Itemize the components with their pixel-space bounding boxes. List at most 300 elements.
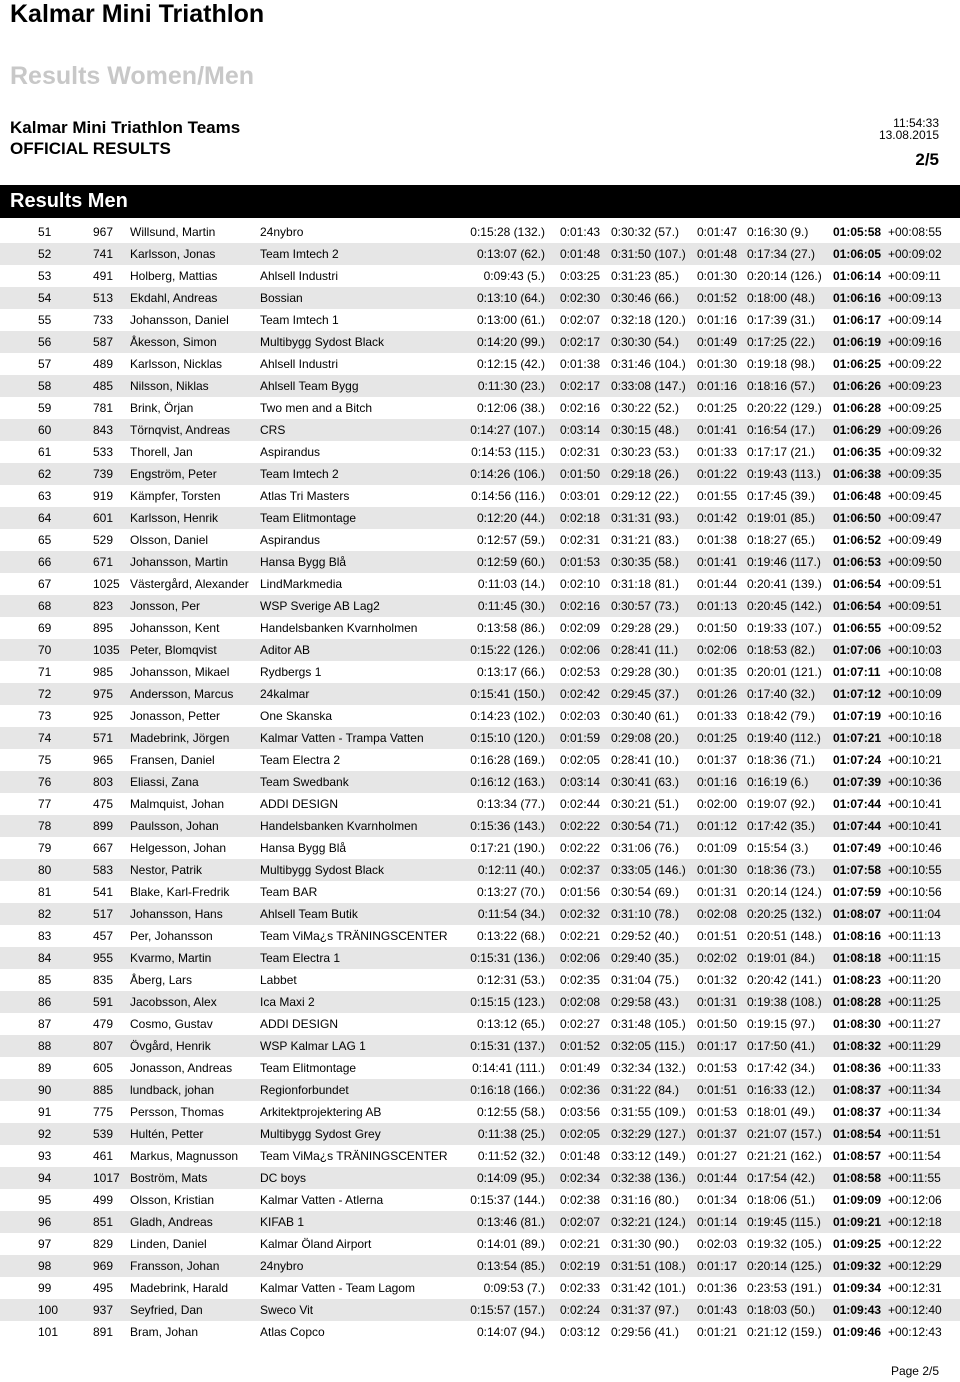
cell-bike: 0:29:28 (30.): [611, 665, 680, 679]
cell-gap: +00:10:08: [888, 665, 942, 679]
cell-swim: 0:14:01 (89.): [476, 1237, 545, 1251]
cell-total: 01:06:48: [833, 489, 882, 503]
cell-run: 0:15:54 (3.): [747, 841, 809, 855]
cell-run: 0:19:45 (115.): [747, 1215, 821, 1229]
page-footer: Page 2/5: [890, 1364, 939, 1378]
cell-swim: 0:12:06 (38.): [476, 401, 545, 415]
cell-total: 01:06:54: [833, 577, 882, 591]
cell-rank: 63: [38, 489, 52, 503]
cell-run: 0:18:00 (48.): [747, 291, 816, 305]
cell-t2: 0:01:53: [697, 1061, 738, 1075]
cell-bib: 571: [93, 731, 114, 745]
cell-t2: 0:01:27: [697, 1149, 738, 1163]
cell-t1: 0:01:56: [560, 885, 601, 899]
cell-swim: 0:12:59 (60.): [476, 555, 545, 569]
cell-t1: 0:01:48: [560, 247, 601, 261]
cell-bib: 891: [93, 1325, 114, 1339]
table-row: [0, 903, 960, 925]
cell-bike: 0:28:41 (11.): [611, 643, 679, 657]
cell-name: Willsund, Martin: [130, 225, 216, 239]
cell-team: KIFAB 1: [260, 1215, 305, 1229]
table-row: [0, 727, 960, 749]
cell-total: 01:09:21: [833, 1215, 882, 1229]
cell-total: 01:06:19: [833, 335, 882, 349]
cell-run: 0:19:01 (84.): [747, 951, 816, 965]
cell-bib: 775: [93, 1105, 114, 1119]
cell-bib: 843: [93, 423, 114, 437]
cell-rank: 97: [38, 1237, 52, 1251]
cell-bib: 741: [93, 247, 114, 261]
cell-bike: 0:31:18 (81.): [611, 577, 680, 591]
cell-rank: 75: [38, 753, 52, 767]
cell-rank: 82: [38, 907, 52, 921]
cell-team: CRS: [260, 423, 286, 437]
table-row: [0, 1299, 960, 1321]
cell-t1: 0:03:01: [560, 489, 601, 503]
cell-swim: 0:15:37 (144.): [470, 1193, 545, 1207]
cell-gap: +00:09:51: [888, 599, 942, 613]
cell-swim: 0:15:36 (143.): [470, 819, 545, 833]
cell-t2: 0:01:31: [697, 885, 738, 899]
cell-rank: 60: [38, 423, 52, 437]
cell-total: 01:09:25: [833, 1237, 882, 1251]
cell-run: 0:19:01 (85.): [747, 511, 816, 525]
cell-team: 24nybro: [260, 225, 304, 239]
cell-t1: 0:02:34: [560, 1171, 601, 1185]
cell-total: 01:06:55: [833, 621, 882, 635]
cell-rank: 70: [38, 643, 52, 657]
cell-t1: 0:02:05: [560, 1127, 601, 1141]
cell-t1: 0:01:43: [560, 225, 601, 239]
cell-bib: 967: [93, 225, 114, 239]
cell-gap: +00:11:54: [888, 1149, 941, 1163]
cell-gap: +00:09:23: [888, 379, 942, 393]
table-row: [0, 309, 960, 331]
cell-t2: 0:01:42: [697, 511, 738, 525]
cell-t1: 0:02:16: [560, 401, 601, 415]
cell-bike: 0:29:18 (26.): [611, 467, 680, 481]
cell-gap: +00:09:02: [888, 247, 942, 261]
cell-bib: 541: [93, 885, 114, 899]
cell-team: Team Imtech 2: [260, 247, 339, 261]
table-row: [0, 419, 960, 441]
cell-gap: +00:11:34: [888, 1105, 941, 1119]
cell-bike: 0:31:48 (105.): [611, 1017, 686, 1031]
cell-bib: 475: [93, 797, 114, 811]
cell-gap: +00:09:51: [888, 577, 942, 591]
cell-team: One Skanska: [260, 709, 333, 723]
cell-rank: 77: [38, 797, 52, 811]
cell-bike: 0:29:52 (40.): [611, 929, 680, 943]
cell-team: Multibygg Sydost Black: [260, 863, 385, 877]
cell-name: Västergård, Alexander: [130, 577, 249, 591]
cell-swim: 0:15:57 (157.): [470, 1303, 545, 1317]
cell-t1: 0:02:21: [560, 1237, 601, 1251]
cell-run: 0:20:14 (124.): [747, 885, 822, 899]
cell-team: Hansa Bygg Blå: [260, 841, 347, 855]
cell-total: 01:07:44: [833, 819, 882, 833]
cell-gap: +00:10:46: [888, 841, 942, 855]
table-row: [0, 947, 960, 969]
cell-t2: 0:01:52: [697, 291, 738, 305]
table-row: [0, 925, 960, 947]
table-row: [0, 683, 960, 705]
cell-rank: 95: [38, 1193, 52, 1207]
cell-gap: +00:12:29: [888, 1259, 942, 1273]
cell-name: Olsson, Daniel: [130, 533, 209, 547]
cell-name: Boström, Mats: [130, 1171, 208, 1185]
table-row: [0, 595, 960, 617]
cell-bike: 0:31:21 (83.): [611, 533, 680, 547]
cell-name: Olsson, Kristian: [130, 1193, 215, 1207]
cell-gap: +00:11:25: [888, 995, 941, 1009]
cell-team: Handelsbanken Kvarnholmen: [260, 819, 418, 833]
cell-swim: 0:14:53 (115.): [471, 445, 545, 459]
cell-bib: 835: [93, 973, 114, 987]
cell-run: 0:16:33 (12.): [747, 1083, 816, 1097]
cell-t2: 0:01:47: [697, 225, 738, 239]
cell-name: Paulsson, Johan: [130, 819, 219, 833]
cell-total: 01:07:59: [833, 885, 882, 899]
cell-total: 01:07:21: [833, 731, 882, 745]
cell-swim: 0:15:31 (136.): [470, 951, 545, 965]
cell-bike: 0:32:29 (127.): [611, 1127, 686, 1141]
cell-gap: +00:08:55: [888, 225, 942, 239]
table-row: [0, 353, 960, 375]
cell-total: 01:06:17: [833, 313, 882, 327]
cell-t1: 0:02:05: [560, 753, 601, 767]
cell-t2: 0:01:12: [697, 819, 738, 833]
cell-name: Åkesson, Simon: [130, 335, 217, 349]
table-row: [0, 573, 960, 595]
cell-name: Madebrink, Jörgen: [130, 731, 230, 745]
cell-rank: 87: [38, 1017, 52, 1031]
cell-gap: +00:09:52: [888, 621, 942, 635]
cell-t2: 0:02:06: [697, 643, 738, 657]
cell-run: 0:23:53 (191.): [747, 1281, 822, 1295]
cell-name: Thorell, Jan: [130, 445, 193, 459]
cell-rank: 78: [38, 819, 52, 833]
cell-bib: 925: [93, 709, 114, 723]
cell-t1: 0:02:35: [560, 973, 601, 987]
cell-name: Hultén, Petter: [130, 1127, 204, 1141]
table-row: [0, 551, 960, 573]
cell-gap: +00:09:32: [888, 445, 942, 459]
cell-bike: 0:32:05 (115.): [611, 1039, 685, 1053]
cell-swim: 0:16:18 (166.): [470, 1083, 545, 1097]
cell-total: 01:06:38: [833, 467, 882, 481]
cell-team: Team Imtech 2: [260, 467, 339, 481]
cell-t2: 0:01:41: [697, 423, 738, 437]
cell-swim: 0:14:56 (116.): [471, 489, 545, 503]
cell-name: Jonasson, Andreas: [130, 1061, 233, 1075]
cell-swim: 0:11:52 (32.): [477, 1149, 545, 1163]
table-row: [0, 815, 960, 837]
table-row: [0, 375, 960, 397]
cell-gap: +00:09:11: [888, 269, 941, 283]
cell-team: Aspirandus: [260, 533, 321, 547]
table-row: [0, 221, 960, 243]
cell-team: Ica Maxi 2: [260, 995, 315, 1009]
cell-bib: 975: [93, 687, 114, 701]
cell-name: Kvarmo, Martin: [130, 951, 212, 965]
cell-run: 0:16:30 (9.): [747, 225, 809, 239]
cell-run: 0:19:46 (117.): [747, 555, 821, 569]
cell-total: 01:07:24: [833, 753, 882, 767]
cell-swim: 0:17:21 (190.): [470, 841, 545, 855]
cell-t1: 0:02:06: [560, 951, 601, 965]
cell-t1: 0:02:37: [560, 863, 601, 877]
cell-bib: 583: [93, 863, 114, 877]
cell-gap: +00:10:55: [888, 863, 942, 877]
cell-bib: 899: [93, 819, 114, 833]
cell-t1: 0:01:59: [560, 731, 601, 745]
cell-total: 01:06:16: [833, 291, 882, 305]
cell-bike: 0:30:21 (51.): [611, 797, 680, 811]
cell-t2: 0:01:41: [697, 555, 738, 569]
cell-bike: 0:29:45 (37.): [611, 687, 680, 701]
cell-rank: 51: [38, 225, 52, 239]
cell-t1: 0:02:18: [560, 511, 601, 525]
cell-swim: 0:13:46 (81.): [476, 1215, 545, 1229]
cell-gap: +00:12:06: [888, 1193, 942, 1207]
cell-swim: 0:14:27 (107.): [470, 423, 545, 437]
cell-total: 01:08:16: [833, 929, 882, 943]
cell-run: 0:20:45 (142.): [747, 599, 822, 613]
cell-team: Multibygg Sydost Grey: [260, 1127, 381, 1141]
cell-name: Persson, Thomas: [130, 1105, 224, 1119]
cell-rank: 90: [38, 1083, 52, 1097]
cell-bike: 0:30:54 (69.): [611, 885, 680, 899]
cell-total: 01:07:19: [833, 709, 882, 723]
cell-rank: 86: [38, 995, 52, 1009]
table-row: [0, 463, 960, 485]
cell-name: Karlsson, Jonas: [130, 247, 216, 261]
cell-run: 0:18:03 (50.): [747, 1303, 816, 1317]
cell-total: 01:07:11: [833, 665, 881, 679]
table-row: [0, 1167, 960, 1189]
cell-total: 01:08:32: [833, 1039, 882, 1053]
cell-gap: +00:09:22: [888, 357, 942, 371]
cell-gap: +00:11:04: [888, 907, 941, 921]
cell-run: 0:19:43 (113.): [747, 467, 821, 481]
table-row: [0, 705, 960, 727]
cell-total: 01:07:39: [833, 775, 882, 789]
cell-t1: 0:02:19: [560, 1259, 601, 1273]
event-heading: [10, 117, 240, 159]
cell-t1: 0:02:38: [560, 1193, 601, 1207]
cell-t2: 0:01:26: [697, 687, 738, 701]
table-row: [0, 1123, 960, 1145]
cell-name: Engström, Peter: [130, 467, 217, 481]
cell-t2: 0:01:22: [697, 467, 738, 481]
cell-team: Rydbergs 1: [260, 665, 322, 679]
cell-team: Arkitektprojektering AB: [260, 1105, 382, 1119]
cell-bib: 885: [93, 1083, 114, 1097]
cell-t2: 0:01:43: [697, 1303, 738, 1317]
cell-team: Ahlsell Industri: [260, 357, 339, 371]
cell-gap: +00:11:15: [888, 951, 941, 965]
cell-bib: 803: [93, 775, 114, 789]
cell-t2: 0:01:14: [697, 1215, 738, 1229]
cell-t1: 0:02:31: [560, 445, 601, 459]
cell-bike: 0:31:10 (78.): [611, 907, 680, 921]
cell-rank: 64: [38, 511, 52, 525]
cell-run: 0:18:06 (51.): [747, 1193, 816, 1207]
table-row: [0, 1035, 960, 1057]
table-row: [0, 1211, 960, 1233]
cell-run: 0:20:51 (148.): [747, 929, 822, 943]
cell-swim: 0:13:10 (64.): [476, 291, 545, 305]
cell-rank: 56: [38, 335, 52, 349]
cell-t1: 0:01:53: [560, 555, 601, 569]
cell-team: Kalmar Vatten - Trampa Vatten: [260, 731, 424, 745]
cell-team: Team Electra 1: [260, 951, 341, 965]
cell-name: Karlsson, Henrik: [130, 511, 219, 525]
table-row: [0, 529, 960, 551]
cell-total: 01:08:58: [833, 1171, 882, 1185]
page-number: 2/5: [915, 150, 939, 169]
cell-team: Team Swedbank: [260, 775, 349, 789]
cell-t2: 0:01:51: [697, 929, 738, 943]
cell-bike: 0:31:06 (76.): [611, 841, 680, 855]
cell-bib: 591: [93, 995, 114, 1009]
cell-run: 0:17:39 (31.): [747, 313, 816, 327]
cell-team: ADDI DESIGN: [260, 1017, 339, 1031]
cell-rank: 73: [38, 709, 52, 723]
table-row: [0, 507, 960, 529]
cell-team: Bossian: [260, 291, 303, 305]
table-row: [0, 1189, 960, 1211]
cell-total: 01:06:52: [833, 533, 882, 547]
cell-t2: 0:01:51: [697, 1083, 738, 1097]
cell-bike: 0:30:54 (71.): [611, 819, 680, 833]
cell-rank: 74: [38, 731, 52, 745]
cell-bib: 601: [93, 511, 114, 525]
cell-team: Team Imtech 1: [260, 313, 339, 327]
cell-swim: 0:14:23 (102.): [470, 709, 545, 723]
cell-run: 0:17:42 (34.): [747, 1061, 816, 1075]
cell-total: 01:06:54: [833, 599, 882, 613]
cell-swim: 0:13:22 (68.): [476, 929, 545, 943]
cell-rank: 68: [38, 599, 52, 613]
cell-bib: 895: [93, 621, 114, 635]
cell-bike: 0:31:42 (101.): [611, 1281, 686, 1295]
cell-bike: 0:30:32 (57.): [611, 225, 680, 239]
cell-bike: 0:30:40 (61.): [611, 709, 680, 723]
cell-name: lundback, johan: [130, 1083, 215, 1097]
cell-team: Atlas Tri Masters: [260, 489, 350, 503]
cell-run: 0:18:36 (73.): [747, 863, 816, 877]
cell-t1: 0:03:56: [560, 1105, 601, 1119]
cell-gap: +00:11:55: [888, 1171, 941, 1185]
cell-bib: 667: [93, 841, 114, 855]
cell-swim: 0:15:31 (137.): [470, 1039, 545, 1053]
cell-bib: 513: [93, 291, 114, 305]
cell-name: Ekdahl, Andreas: [130, 291, 218, 305]
cell-run: 0:20:14 (125.): [747, 1259, 822, 1273]
cell-name: Övgård, Henrik: [130, 1039, 211, 1053]
cell-rank: 58: [38, 379, 52, 393]
cell-team: Aspirandus: [260, 445, 321, 459]
cell-swim: 0:15:28 (132.): [470, 225, 545, 239]
cell-team: Ahlsell Team Bygg: [260, 379, 359, 393]
cell-t1: 0:02:09: [560, 621, 601, 635]
table-row: [0, 969, 960, 991]
cell-run: 0:20:22 (129.): [747, 401, 822, 415]
cell-rank: 76: [38, 775, 52, 789]
cell-name: Helgesson, Johan: [130, 841, 227, 855]
cell-bib: 671: [93, 555, 114, 569]
cell-gap: +00:10:41: [888, 819, 942, 833]
cell-rank: 66: [38, 555, 52, 569]
cell-gap: +00:10:18: [888, 731, 942, 745]
cell-t2: 0:01:37: [697, 1127, 738, 1141]
cell-swim: 0:09:53 (7.): [483, 1281, 545, 1295]
cell-t2: 0:01:49: [697, 335, 738, 349]
cell-bib: 807: [93, 1039, 114, 1053]
cell-swim: 0:13:07 (62.): [476, 247, 545, 261]
cell-t2: 0:01:50: [697, 1017, 738, 1031]
cell-bike: 0:30:30 (54.): [611, 335, 680, 349]
cell-bike: 0:29:08 (20.): [611, 731, 680, 745]
cell-bike: 0:31:23 (85.): [611, 269, 680, 283]
cell-name: Malmquist, Johan: [130, 797, 225, 811]
table-row: [0, 617, 960, 639]
cell-t2: 0:01:55: [697, 489, 738, 503]
cell-swim: 0:15:41 (150.): [470, 687, 545, 701]
cell-run: 0:19:15 (97.): [747, 1017, 816, 1031]
cell-bike: 0:30:57 (73.): [611, 599, 680, 613]
cell-bib: 605: [93, 1061, 114, 1075]
cell-t2: 0:01:30: [697, 357, 738, 371]
cell-bib: 479: [93, 1017, 114, 1031]
cell-run: 0:17:17 (21.): [747, 445, 816, 459]
table-row: [0, 771, 960, 793]
cell-t1: 0:02:08: [560, 995, 601, 1009]
cell-name: Andersson, Marcus: [130, 687, 234, 701]
cell-name: Markus, Magnusson: [130, 1149, 239, 1163]
cell-t1: 0:02:32: [560, 907, 601, 921]
cell-run: 0:20:42 (141.): [747, 973, 822, 987]
cell-swim: 0:11:03 (14.): [477, 577, 545, 591]
cell-t1: 0:02:17: [560, 335, 601, 349]
cell-name: Nilsson, Niklas: [130, 379, 209, 393]
cell-run: 0:19:18 (98.): [747, 357, 816, 371]
cell-name: Fransson, Johan: [130, 1259, 220, 1273]
cell-swim: 0:14:41 (111.): [472, 1061, 545, 1075]
cell-total: 01:05:58: [833, 225, 882, 239]
cell-run: 0:17:25 (22.): [747, 335, 816, 349]
cell-bike: 0:29:40 (35.): [611, 951, 680, 965]
cell-run: 0:17:50 (41.): [747, 1039, 816, 1053]
cell-swim: 0:14:07 (94.): [476, 1325, 545, 1339]
cell-rank: 93: [38, 1149, 52, 1163]
cell-total: 01:08:28: [833, 995, 882, 1009]
cell-total: 01:08:37: [833, 1083, 882, 1097]
cell-bib: 1035: [93, 643, 120, 657]
cell-t2: 0:01:31: [697, 995, 738, 1009]
cell-t2: 0:01:35: [697, 665, 738, 679]
cell-name: Åberg, Lars: [130, 973, 193, 987]
cell-gap: +00:12:22: [888, 1237, 942, 1251]
table-row: [0, 265, 960, 287]
cell-team: Team Elitmontage: [260, 1061, 357, 1075]
cell-gap: +00:09:25: [888, 401, 942, 415]
cell-team: Hansa Bygg Blå: [260, 555, 347, 569]
cell-name: Blake, Karl-Fredrik: [130, 885, 230, 899]
cell-bib: 489: [93, 357, 114, 371]
